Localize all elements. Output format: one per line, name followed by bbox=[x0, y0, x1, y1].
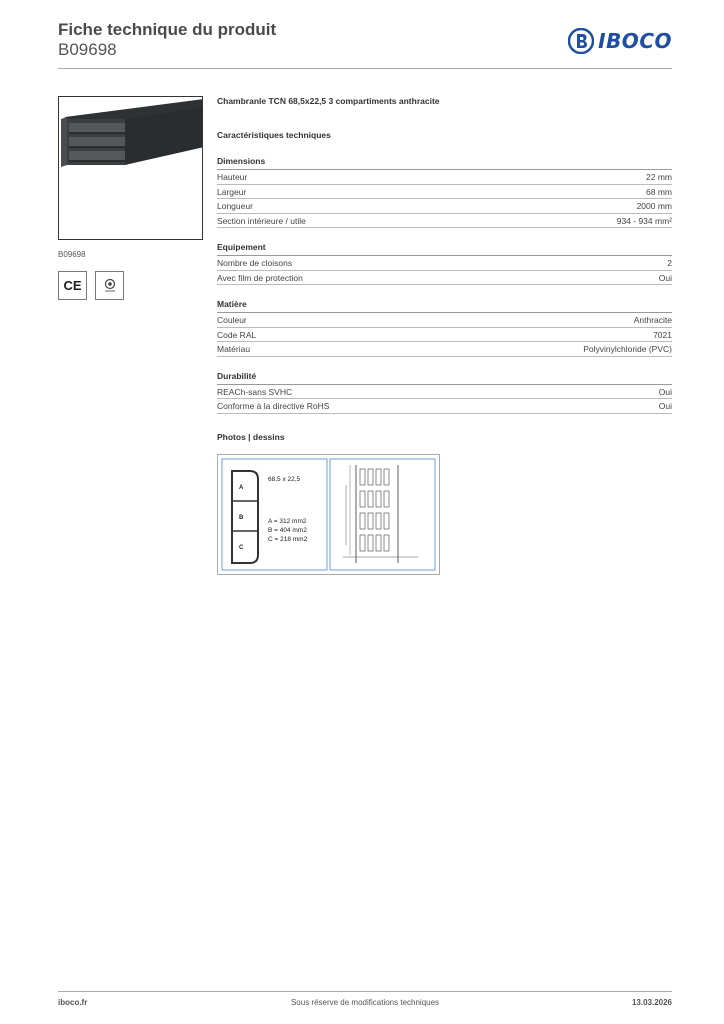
dimension-label: 68,5 x 22,5 bbox=[268, 475, 301, 483]
trunking-illustration bbox=[59, 97, 203, 240]
brand-logo bbox=[568, 28, 672, 54]
photos-section-title: Photos | dessins bbox=[217, 431, 285, 442]
spec-row bbox=[217, 399, 672, 414]
spec-label: Matériau bbox=[217, 344, 251, 354]
spec-group-title: Equipement bbox=[217, 242, 672, 256]
spec-row bbox=[217, 170, 672, 185]
spec-group-matiere bbox=[217, 299, 672, 357]
spec-label: Largeur bbox=[217, 186, 247, 197]
brand-logo-icon bbox=[568, 28, 594, 54]
image-caption: B09698 bbox=[58, 250, 86, 259]
spec-label: Conforme à la directive RoHS bbox=[217, 401, 330, 411]
spec-value: Oui bbox=[658, 401, 672, 411]
spec-row bbox=[217, 185, 672, 200]
spec-row bbox=[217, 342, 672, 357]
spec-group-equipement bbox=[217, 242, 672, 285]
page-header bbox=[58, 20, 672, 70]
spec-row bbox=[217, 256, 672, 271]
compartment-area: A = 312 mm2 bbox=[268, 517, 307, 525]
spec-label: Longueur bbox=[217, 201, 253, 211]
spec-label: Code RAL bbox=[217, 329, 257, 340]
compartment-letter: C bbox=[239, 544, 244, 551]
technical-drawing bbox=[217, 454, 440, 575]
footer-divider bbox=[58, 991, 672, 992]
spec-row bbox=[217, 313, 672, 328]
spec-label: Section intérieure / utile bbox=[217, 215, 306, 226]
spec-row bbox=[217, 271, 672, 286]
footer-notice: Sous réserve de modifications techniques bbox=[290, 998, 440, 1007]
spec-group-durabilite bbox=[217, 371, 672, 414]
spec-row bbox=[217, 199, 672, 214]
footer-date: 13.03.2026 bbox=[631, 998, 672, 1007]
product-reference: B09698 bbox=[58, 40, 117, 59]
spec-value: 2 bbox=[667, 258, 672, 268]
spec-value: 2000 mm bbox=[636, 201, 672, 211]
header-divider bbox=[58, 68, 672, 69]
spec-group-title: Dimensions bbox=[217, 156, 672, 170]
page-footer bbox=[58, 998, 672, 1010]
product-image bbox=[58, 96, 203, 240]
product-name: Chambranle TCN 68,5x22,5 3 compartiments anthracite bbox=[217, 96, 440, 106]
spec-value: Anthracite bbox=[633, 315, 672, 325]
ce-mark-icon: CE bbox=[58, 271, 87, 300]
technical-drawing-svg bbox=[218, 455, 439, 574]
certification-mark-icon bbox=[95, 271, 124, 300]
spec-value: Polyvinylchloride (PVC) bbox=[583, 344, 672, 354]
section-title: Caractéristiques techniques bbox=[217, 130, 331, 140]
brand-name: IBOCO bbox=[598, 29, 672, 53]
spec-label: Hauteur bbox=[217, 172, 248, 182]
spec-group-title: Durabilité bbox=[217, 371, 672, 385]
spec-row bbox=[217, 328, 672, 343]
compartment-area: B = 404 mm2 bbox=[268, 526, 307, 534]
spec-value: 22 mm bbox=[646, 172, 672, 182]
certification-badges bbox=[58, 271, 203, 300]
compartment-area: C = 218 mm2 bbox=[268, 535, 308, 543]
product-media bbox=[58, 96, 203, 300]
spec-row bbox=[217, 385, 672, 400]
spec-value: 68 mm bbox=[646, 186, 672, 197]
spec-value: Oui bbox=[658, 386, 672, 397]
footer-website: iboco.fr bbox=[58, 998, 88, 1007]
spec-group-dimensions bbox=[217, 156, 672, 228]
spec-label: REACh-sans SVHC bbox=[217, 386, 293, 397]
spec-label: Avec film de protection bbox=[217, 272, 303, 283]
spec-row bbox=[217, 214, 672, 229]
spec-value: 934 - 934 mm² bbox=[616, 215, 672, 226]
spec-label: Nombre de cloisons bbox=[217, 258, 293, 268]
spec-value: 7021 bbox=[653, 329, 672, 340]
compartment-letter: B bbox=[239, 514, 244, 521]
compartment-letter: A bbox=[239, 484, 244, 491]
spec-group-title: Matière bbox=[217, 299, 672, 313]
product-specifications bbox=[217, 96, 672, 575]
spec-label: Couleur bbox=[217, 315, 247, 325]
spec-value: Oui bbox=[658, 272, 672, 283]
page-title: Fiche technique du produit bbox=[58, 20, 277, 39]
